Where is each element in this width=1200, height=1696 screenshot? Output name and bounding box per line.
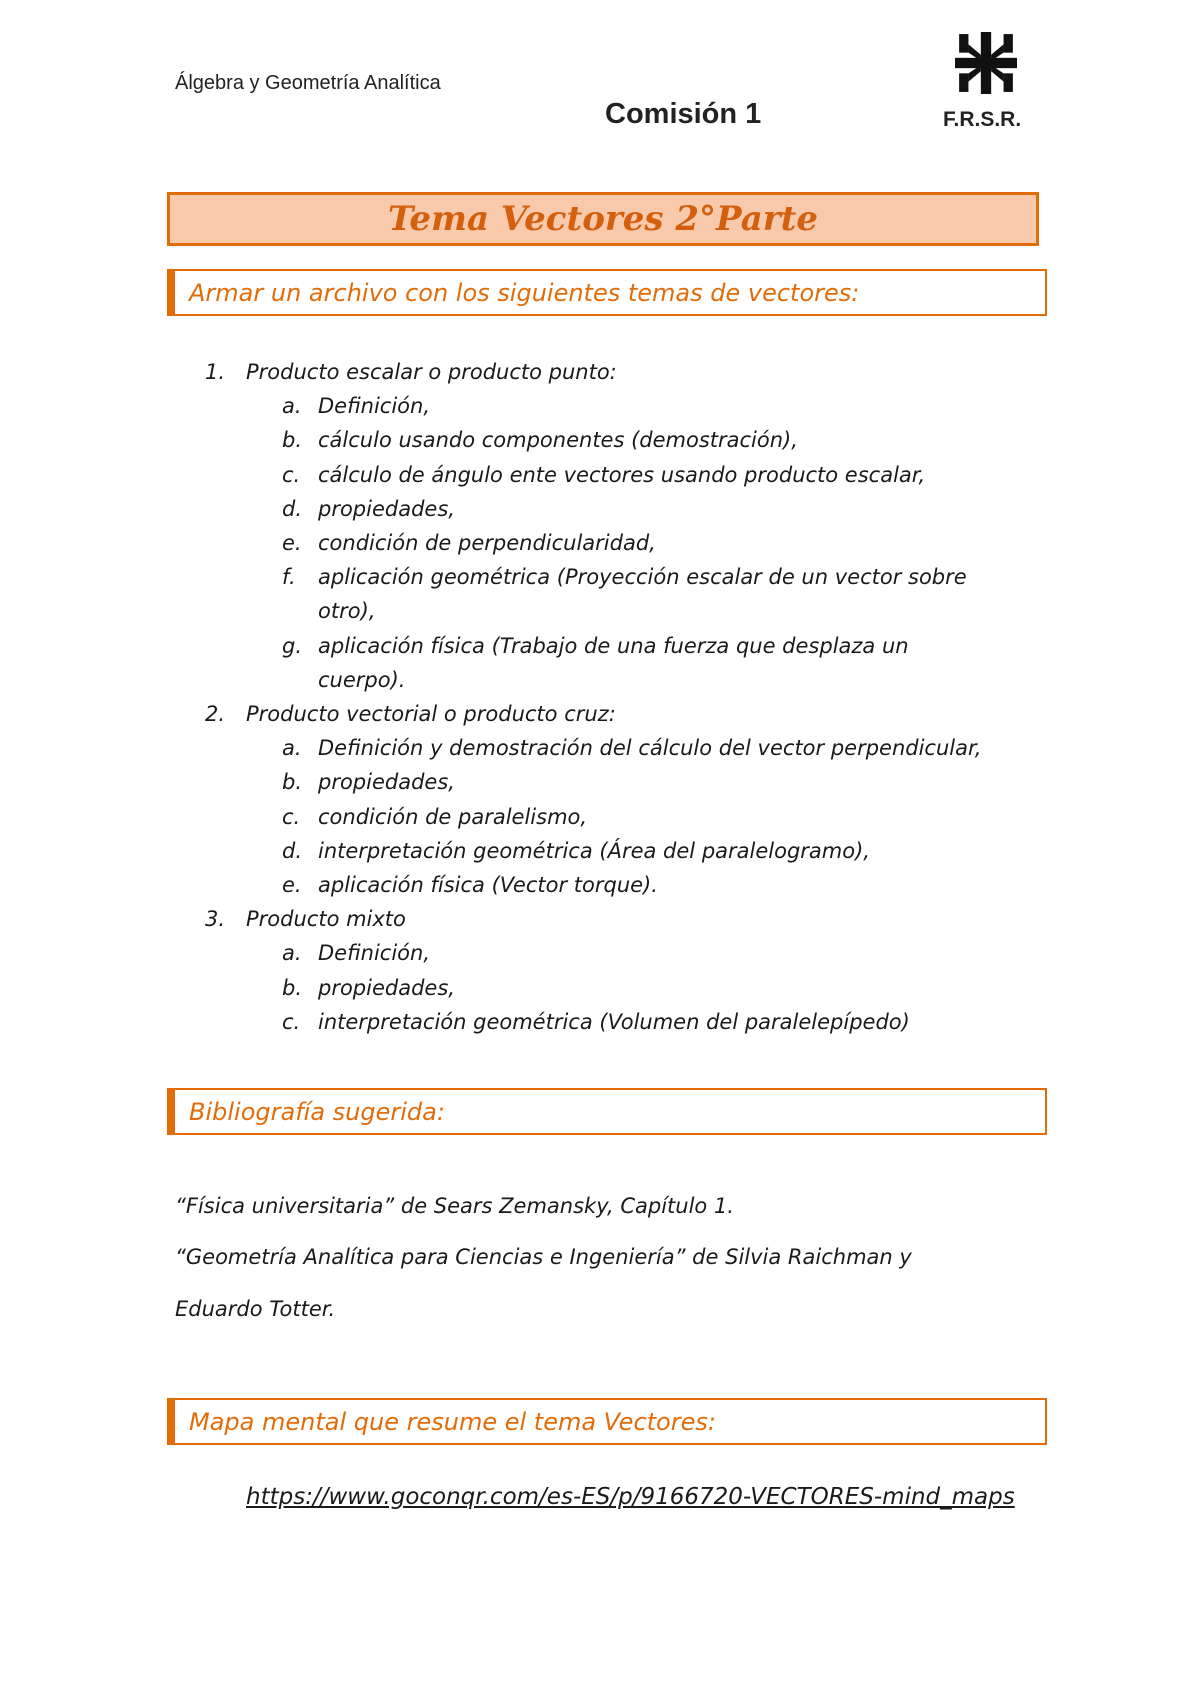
bibliography-entry: Eduardo Totter.: [175, 1297, 336, 1321]
topic-subitem-marker: c.: [282, 462, 301, 487]
topic-subitem-marker: e.: [282, 873, 302, 897]
topic-subitem-marker: a.: [282, 394, 302, 419]
topics-section-heading: [167, 269, 1047, 316]
mindmap-link[interactable]: https://www.goconqr.com/es-ES/p/9166720-VECTORES-mind_maps: [246, 1484, 1015, 1510]
document-title-box: [167, 192, 1039, 246]
mindmap-section-heading: [167, 1398, 1047, 1445]
topic-subitem-marker: b.: [282, 428, 303, 453]
topic-subitem-text: condición de paralelismo,: [318, 804, 588, 829]
topic-subitem-text: interpretación geométrica (Volumen del paralelepípedo): [318, 1009, 910, 1034]
topic-subitem-text: propiedades,: [318, 770, 455, 795]
topic-title-marker: 1.: [205, 360, 226, 384]
mindmap-heading-text: Mapa mental que resume el tema Vectores:: [189, 1407, 716, 1436]
bibliography-entry: “Geometría Analítica para Ciencias e Ingeniería” de Silvia Raichman y: [175, 1245, 912, 1269]
topic-subitem-marker: d.: [282, 496, 303, 521]
topic-subitem-text: otro),: [318, 599, 376, 624]
topic-subitem-text: cálculo de ángulo ente vectores usando producto escalar,: [318, 462, 926, 487]
topic-subitem-text: propiedades,: [318, 496, 455, 521]
bibliography-entry: “Física universitaria” de Sears Zemansky, Capítulo 1.: [175, 1194, 734, 1218]
topic-title-text: Producto escalar o producto punto:: [246, 360, 617, 384]
topic-subitem-marker: d.: [282, 838, 303, 863]
topic-subitem-text: aplicación física (Trabajo de una fuerza que desplaza un: [318, 633, 909, 658]
bibliography-heading-text: Bibliografía sugerida:: [189, 1097, 445, 1126]
institution-label: F.R.S.R.: [943, 108, 1022, 131]
topic-title-text: Producto mixto: [246, 907, 406, 932]
document-title: Tema Vectores 2°Parte: [388, 199, 818, 239]
topic-subitem-text: aplicación geométrica (Proyección escalar de un vector sobre: [318, 565, 967, 590]
topic-subitem-text: cálculo usando componentes (demostración),: [318, 428, 798, 453]
topic-subitem-marker: b.: [282, 770, 303, 795]
topic-subitem-marker: a.: [282, 941, 302, 966]
topics-heading-text: Armar un archivo con los siguientes temas de vectores:: [189, 278, 860, 307]
topic-subitem-text: Definición y demostración del cálculo del vector perpendicular,: [318, 736, 982, 761]
topic-subitem-marker: g.: [282, 633, 303, 658]
topic-subitem-marker: b.: [282, 975, 303, 1000]
topic-subitem-marker: c.: [282, 1009, 301, 1034]
topic-title-text: Producto vectorial o producto cruz:: [246, 702, 616, 726]
topic-subitem-marker: e.: [282, 531, 302, 555]
topic-subitem-text: interpretación geométrica (Área del paralelogramo),: [318, 838, 870, 863]
topic-subitem-text: condición de perpendicularidad,: [318, 531, 656, 555]
topic-subitem-marker: f.: [282, 565, 296, 590]
course-name: Álgebra y Geometría Analítica: [175, 72, 441, 94]
bibliography-section-heading: [167, 1088, 1047, 1135]
topic-title-marker: 3.: [205, 907, 226, 932]
topic-subitem-text: aplicación física (Vector torque).: [318, 873, 658, 897]
commission-label: Comisión 1: [605, 98, 762, 130]
utn-logo-icon: [955, 32, 1017, 94]
topic-subitem-text: Definición,: [318, 941, 431, 966]
topic-title-marker: 2.: [205, 702, 226, 726]
topic-subitem-text: cuerpo).: [318, 667, 406, 692]
topic-subitem-text: Definición,: [318, 394, 431, 419]
topic-subitem-marker: c.: [282, 804, 301, 829]
topic-subitem-text: propiedades,: [318, 975, 455, 1000]
topic-subitem-marker: a.: [282, 736, 302, 761]
